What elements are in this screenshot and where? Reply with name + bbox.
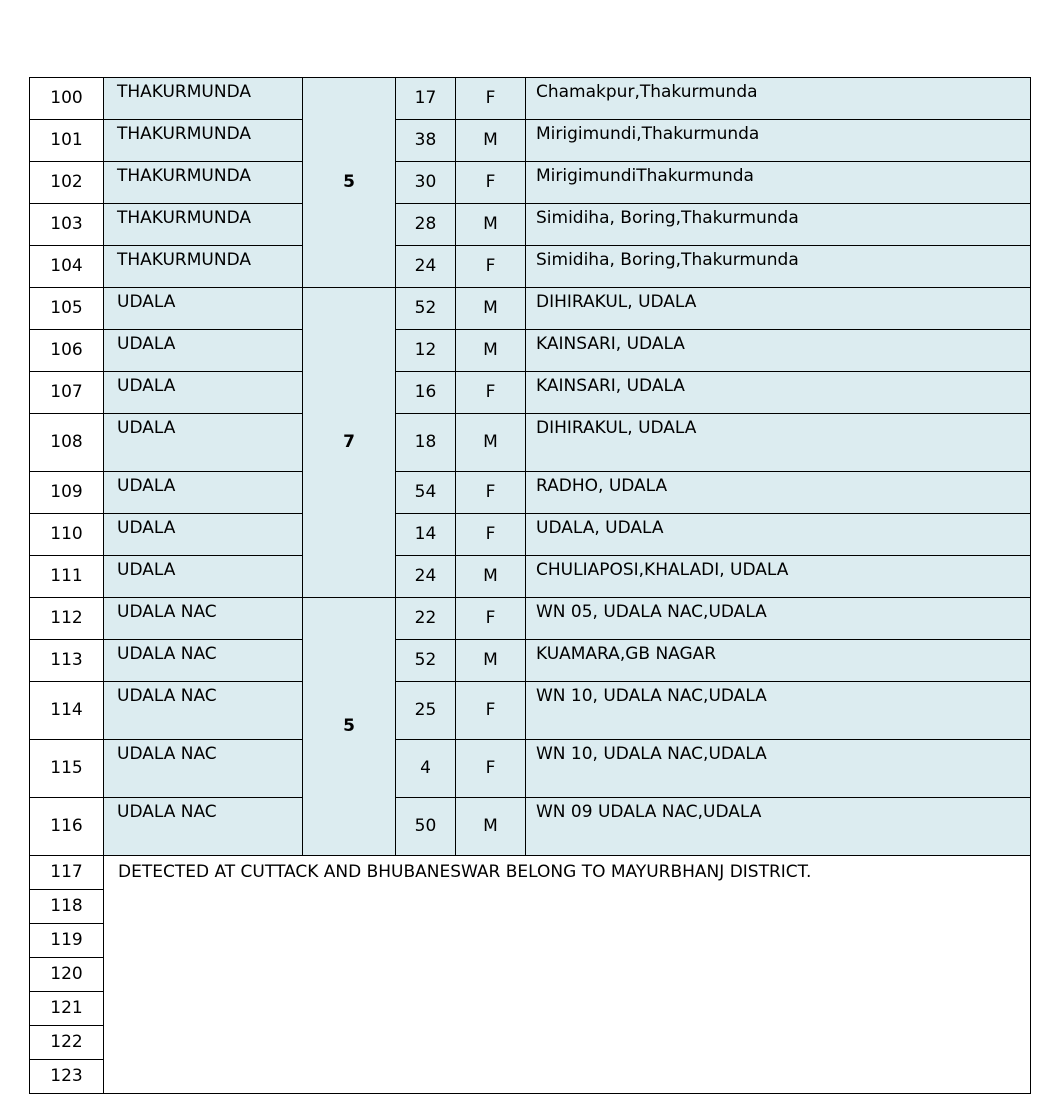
table-row [30, 682, 1031, 740]
group-count-cell: 5 [303, 598, 396, 856]
serial-cell: 105 [30, 288, 104, 330]
block-cell: THAKURMUNDA [104, 204, 303, 246]
serial-cell: 114 [30, 682, 104, 740]
address-cell: WN 05, UDALA NAC,UDALA [526, 598, 1031, 640]
serial-cell: 122 [30, 1026, 104, 1060]
block-cell: UDALA [104, 330, 303, 372]
table-row [30, 798, 1031, 856]
sex-cell: F [456, 682, 526, 740]
address-cell: Chamakpur,Thakurmunda [526, 78, 1031, 120]
table-row [30, 120, 1031, 162]
address-cell: Simidiha, Boring,Thakurmunda [526, 204, 1031, 246]
table-row [30, 246, 1031, 288]
case-table-container [29, 77, 1030, 1086]
case-table [29, 77, 1031, 1094]
group-count-cell: 5 [303, 78, 396, 288]
age-cell: 52 [396, 640, 456, 682]
age-cell: 18 [396, 414, 456, 472]
age-cell: 54 [396, 472, 456, 514]
block-cell: THAKURMUNDA [104, 120, 303, 162]
address-cell: MirigimundiThakurmunda [526, 162, 1031, 204]
block-cell: THAKURMUNDA [104, 78, 303, 120]
age-cell: 38 [396, 120, 456, 162]
table-row [30, 640, 1031, 682]
sex-cell: M [456, 330, 526, 372]
block-cell: UDALA [104, 414, 303, 472]
age-cell: 24 [396, 246, 456, 288]
age-cell: 17 [396, 78, 456, 120]
age-cell: 28 [396, 204, 456, 246]
table-row [30, 514, 1031, 556]
sex-cell: F [456, 78, 526, 120]
table-row [30, 556, 1031, 598]
serial-cell: 102 [30, 162, 104, 204]
serial-cell: 123 [30, 1060, 104, 1094]
age-cell: 24 [396, 556, 456, 598]
block-cell: UDALA NAC [104, 798, 303, 856]
block-cell: UDALA [104, 288, 303, 330]
address-cell: DIHIRAKUL, UDALA [526, 414, 1031, 472]
table-row [30, 598, 1031, 640]
age-cell: 22 [396, 598, 456, 640]
block-cell: UDALA [104, 472, 303, 514]
serial-cell: 118 [30, 890, 104, 924]
block-cell: UDALA NAC [104, 598, 303, 640]
block-cell: UDALA [104, 556, 303, 598]
serial-cell: 111 [30, 556, 104, 598]
sex-cell: M [456, 798, 526, 856]
table-row [30, 740, 1031, 798]
table-row [30, 204, 1031, 246]
sex-cell: F [456, 246, 526, 288]
address-cell: KAINSARI, UDALA [526, 372, 1031, 414]
sex-cell: M [456, 204, 526, 246]
address-cell: WN 09 UDALA NAC,UDALA [526, 798, 1031, 856]
sex-cell: M [456, 414, 526, 472]
block-cell: THAKURMUNDA [104, 246, 303, 288]
sex-cell: F [456, 162, 526, 204]
sex-cell: F [456, 514, 526, 556]
block-cell: UDALA NAC [104, 640, 303, 682]
table-row [30, 856, 1031, 890]
table-row [30, 330, 1031, 372]
block-cell: UDALA NAC [104, 682, 303, 740]
age-cell: 25 [396, 682, 456, 740]
serial-cell: 119 [30, 924, 104, 958]
sex-cell: F [456, 372, 526, 414]
serial-cell: 121 [30, 992, 104, 1026]
serial-cell: 110 [30, 514, 104, 556]
table-row [30, 472, 1031, 514]
table-row [30, 78, 1031, 120]
block-cell: UDALA [104, 372, 303, 414]
serial-cell: 109 [30, 472, 104, 514]
serial-cell: 107 [30, 372, 104, 414]
serial-cell: 115 [30, 740, 104, 798]
table-row [30, 288, 1031, 330]
sex-cell: F [456, 598, 526, 640]
serial-cell: 106 [30, 330, 104, 372]
serial-cell: 104 [30, 246, 104, 288]
age-cell: 16 [396, 372, 456, 414]
address-cell: UDALA, UDALA [526, 514, 1031, 556]
age-cell: 12 [396, 330, 456, 372]
address-cell: RADHO, UDALA [526, 472, 1031, 514]
sex-cell: M [456, 288, 526, 330]
table-row [30, 414, 1031, 472]
sex-cell: F [456, 740, 526, 798]
age-cell: 14 [396, 514, 456, 556]
serial-cell: 120 [30, 958, 104, 992]
block-cell: UDALA NAC [104, 740, 303, 798]
serial-cell: 117 [30, 856, 104, 890]
address-cell: KUAMARA,GB NAGAR [526, 640, 1031, 682]
age-cell: 4 [396, 740, 456, 798]
serial-cell: 112 [30, 598, 104, 640]
age-cell: 30 [396, 162, 456, 204]
group-count-cell: 7 [303, 288, 396, 598]
serial-cell: 101 [30, 120, 104, 162]
address-cell: KAINSARI, UDALA [526, 330, 1031, 372]
serial-cell: 113 [30, 640, 104, 682]
district-note: DETECTED AT CUTTACK AND BHUBANESWAR BELONG TO MAYURBHANJ DISTRICT. [104, 856, 1031, 1094]
sex-cell: M [456, 556, 526, 598]
block-cell: UDALA [104, 514, 303, 556]
table-row [30, 372, 1031, 414]
serial-cell: 103 [30, 204, 104, 246]
address-cell: DIHIRAKUL, UDALA [526, 288, 1031, 330]
address-cell: Mirigimundi,Thakurmunda [526, 120, 1031, 162]
table-row [30, 162, 1031, 204]
block-cell: THAKURMUNDA [104, 162, 303, 204]
serial-cell: 116 [30, 798, 104, 856]
sex-cell: M [456, 120, 526, 162]
age-cell: 52 [396, 288, 456, 330]
address-cell: WN 10, UDALA NAC,UDALA [526, 740, 1031, 798]
age-cell: 50 [396, 798, 456, 856]
address-cell: CHULIAPOSI,KHALADI, UDALA [526, 556, 1031, 598]
serial-cell: 100 [30, 78, 104, 120]
sex-cell: M [456, 640, 526, 682]
serial-cell: 108 [30, 414, 104, 472]
address-cell: Simidiha, Boring,Thakurmunda [526, 246, 1031, 288]
address-cell: WN 10, UDALA NAC,UDALA [526, 682, 1031, 740]
sex-cell: F [456, 472, 526, 514]
